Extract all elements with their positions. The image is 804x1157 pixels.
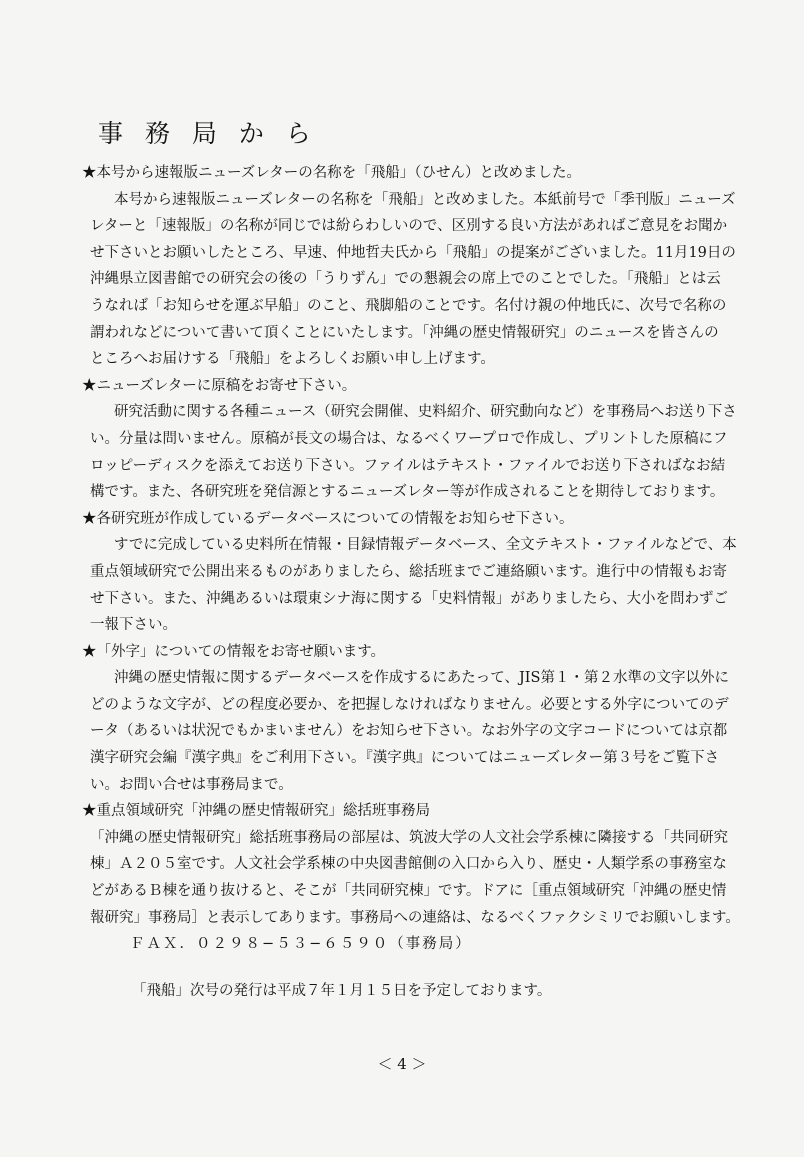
- paragraph-line: 謂われなどについて書いて頂くことにいたします。「沖縄の歴史情報研究」のニュースを皆さんの: [90, 324, 719, 341]
- next-issue-notice: 「飛船」次号の発行は平成７年１月１５日を予定しております。: [132, 982, 552, 999]
- section-databases: [82, 506, 772, 639]
- paragraph-line: 報研究」事務局］と表示してあります。事務局への連絡は、なるべくファクシミリでお願いします。: [90, 909, 740, 926]
- paragraph-line: 漢字研究会編『漢字典』をご利用下さい。『漢字典』についてはニューズレター第３号をご覧下さ: [90, 750, 720, 767]
- section-manuscripts: [82, 373, 772, 506]
- spacer: [82, 958, 772, 978]
- section-heading: ★「外字」についての情報をお寄せ願います。: [82, 643, 386, 660]
- section-office: [82, 798, 772, 958]
- paragraph-line: すでに完成している史料所在情報・目録情報データベース、全文テキスト・ファイルなどで、本: [114, 537, 737, 554]
- paragraph-line: い。分量は問いません。原稿が長文の場合は、なるべくワープロで作成し、プリントした原稿にフ: [90, 430, 728, 447]
- section-heading: ★重点領域研究「沖縄の歴史情報研究」総括班事務局: [82, 803, 430, 820]
- paragraph-line: 研究活動に関する各種ニュース（研究会開催、史料紹介、研究動向など）を事務局へお送り下さ: [114, 404, 737, 421]
- paragraph-line: 沖縄の歴史情報に関するデータベースを作成するにあたって、JIS第１・第２水準の文字以外に: [114, 670, 729, 687]
- paragraph-line: 構です。また、各研究班を発信源とするニューズレター等が作成されることを期待しております。: [90, 484, 725, 501]
- section-rename: [82, 160, 772, 373]
- section-heading: ★各研究班が作成しているデータベースについての情報をお知らせ下さい。: [82, 510, 574, 527]
- section-gaiji: [82, 639, 772, 799]
- page-title: 事 務 局 か ら: [98, 119, 318, 148]
- paragraph-line: 「沖縄の歴史情報研究」総括班事務局の部屋は、筑波大学の人文社会学系棟に隣接する「共同研究: [90, 829, 728, 846]
- fax-number: ＦＡＸ．０２９８−５３−６５９０（事務局）: [130, 936, 472, 953]
- notice-body: [82, 160, 772, 1004]
- paragraph-line: せ下さい。また、沖縄あるいは環東シナ海に関する「史料情報」がありましたら、大小を問わずご: [90, 590, 728, 607]
- paragraph-line: ところへお届けする「飛船」をよろしくお願い申し上げます。: [90, 351, 495, 368]
- paragraph-line: 棟」Ａ２０５室です。人文社会学系棟の中央図書館側の入口から入り、歴史・人類学系の事務室な: [90, 856, 727, 873]
- paragraph-line: ロッピーディスクを添えてお送り下さい。ファイルはテキスト・ファイルでお送り下さればなお結: [90, 457, 726, 474]
- section-heading: ★本号から速報版ニューズレターの名称を「飛船」（ひせん）と改めました。: [82, 165, 581, 181]
- paragraph-line: 一報下さい。: [90, 617, 177, 634]
- paragraph-line: い。お問い合せは事務局まで。: [90, 776, 293, 793]
- paragraph-line: レターと「速報版」の名称が同じでは紛らわしいので、区別する良い方法があればご意見をお聞か: [90, 218, 728, 235]
- paragraph-line: せ下さいとお願いしたところ、早速、仲地哲夫氏から「飛船」の提案がございました。11月19日の: [90, 244, 736, 261]
- paragraph-line: ータ（あるいは状況でもかまいません）をお知らせ下さい。なお外字の文字コードについては京都: [90, 723, 728, 740]
- paragraph-line: どのような文字が、どの程度必要か、を把握しなければなりません。必要とする外字についてのデ: [90, 696, 729, 713]
- paragraph-line: 沖縄県立図書館での研究会の後の「うりずん」での懇親会の席上でのことでした。「飛船」とは云: [90, 271, 721, 288]
- page-number: ＜ 4 ＞: [377, 1055, 427, 1073]
- paragraph-line: 重点領域研究で公開出来るものがありましたら、総括班までご連絡願います。進行中の情報もお寄: [90, 563, 727, 580]
- paragraph-line: どがあるＢ棟を通り抜けると、そこが「共同研究棟」です。ドアに［重点領域研究「沖縄の歴史情: [90, 883, 727, 900]
- paragraph-line: 本号から速報版ニューズレターの名称を「飛船」と改めました。本紙前号で「季刊版」ニューズ: [114, 191, 736, 208]
- section-heading: ★ニューズレターに原稿をお寄せ下さい。: [82, 377, 357, 394]
- paragraph-line: うなれば「お知らせを運ぶ早船」のこと、飛脚船のことです。名付け親の仲地氏に、次号で名称の: [90, 297, 727, 314]
